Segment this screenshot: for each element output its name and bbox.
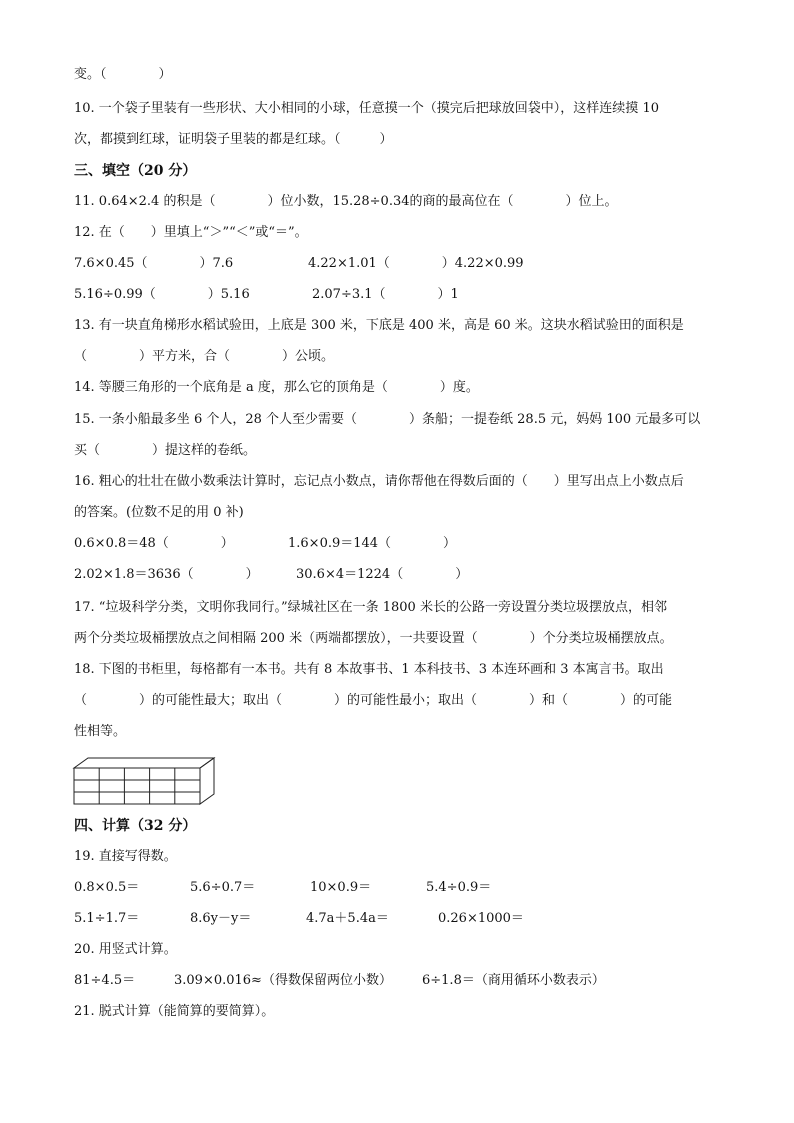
question-11: 11. 0.64×2.4 的积是（ ）位小数，15.28÷0.34的商的最高位在（ ）位上。 (74, 194, 618, 209)
question-19: 19. 直接写得数。 (74, 849, 177, 864)
oral-calc-item: 10×0.9＝ (310, 880, 372, 895)
question-14: 14. 等腰三角形的一个底角是 a 度，那么它的顶角是（ ）度。 (74, 380, 479, 395)
question-18-cont: （ ）的可能性最大；取出（ ）的可能性最小；取出（ ）和（ ）的可能 (74, 693, 673, 708)
decimal-item: 2.02×1.8＝3636（ ） (74, 567, 259, 582)
question-13-cont: （ ）平方米，合（ ）公顷。 (74, 349, 335, 364)
bookshelf-figure (72, 756, 218, 806)
oral-calc-item: 4.7a＋5.4a＝ (306, 911, 389, 926)
question-18: 18. 下图的书柜里，每格都有一本书。共有 8 本故事书、1 本科技书、3 本连环画和 3 本寓言书。取出 (74, 662, 664, 677)
section-3-heading: 三、填空（20 分） (74, 163, 197, 179)
question-16-cont: 的答案。(位数不足的用 0 补) (74, 505, 244, 520)
vertical-calc-item: 81÷4.5＝ (74, 973, 136, 988)
decimal-item: 0.6×0.8＝48（ ） (74, 536, 234, 551)
vertical-calc-item: 6÷1.8＝（商用循环小数表示） (422, 973, 605, 988)
compare-item: 2.07÷3.1（ ）1 (312, 287, 459, 302)
decimal-item: 30.6×4＝1224（ ） (296, 567, 469, 582)
question-15: 15. 一条小船最多坐 6 个人，28 个人至少需要（ ）条船；一提卷纸 28.5 元，妈妈 100 元最多可以 (74, 412, 701, 427)
question-17-cont: 两个分类垃圾桶摆放点之间相隔 200 米（两端都摆放），一共要设置（ ）个分类垃圾桶摆放点。 (74, 631, 673, 646)
oral-calc-item: 0.8×0.5＝ (74, 880, 140, 895)
question-18-end: 性相等。 (74, 724, 127, 739)
question-10-cont: 次，都摸到红球，证明袋子里装的都是红球。（ ） (74, 132, 393, 147)
oral-calc-item: 5.6÷0.7＝ (190, 880, 256, 895)
question-15-cont: 买（ ）提这样的卷纸。 (74, 443, 257, 458)
oral-calc-item: 5.4÷0.9＝ (426, 880, 492, 895)
question-20: 20. 用竖式计算。 (74, 942, 177, 957)
oral-calc-item: 8.6y－y＝ (190, 911, 252, 926)
question-21: 21. 脱式计算（能简算的要简算）。 (74, 1004, 275, 1019)
compare-item: 4.22×1.01（ ）4.22×0.99 (308, 256, 524, 271)
question-12: 12. 在（ ）里填上“＞”“＜”或“＝”。 (74, 225, 308, 240)
vertical-calc-item: 3.09×0.016≈（得数保留两位小数） (174, 973, 392, 988)
question-17: 17. “垃圾科学分类，文明你我同行。”绿城社区在一条 1800 米长的公路一旁设置分类垃圾摆放点，相邻 (74, 600, 667, 615)
compare-item: 7.6×0.45（ ）7.6 (74, 256, 234, 271)
oral-calc-item: 5.1÷1.7＝ (74, 911, 140, 926)
question-10: 10. 一个袋子里装有一些形状、大小相同的小球，任意摸一个（摸完后把球放回袋中），这样连续摸 10 (74, 101, 659, 116)
question-13: 13. 有一块直角梯形水稻试验田，上底是 300 米，下底是 400 米，高是 60 米。这块水稻试验田的面积是 (74, 318, 684, 333)
compare-item: 5.16÷0.99（ ）5.16 (74, 287, 250, 302)
question-16: 16. 粗心的壮壮在做小数乘法计算时，忘记点小数点，请你帮他在得数后面的（ ）里写出点上小数点后 (74, 474, 684, 489)
decimal-item: 1.6×0.9＝144（ ） (288, 536, 457, 551)
oral-calc-item: 0.26×1000＝ (438, 911, 524, 926)
section-4-heading: 四、计算（32 分） (74, 818, 197, 834)
q9-continuation: 变。（ ） (74, 67, 172, 82)
